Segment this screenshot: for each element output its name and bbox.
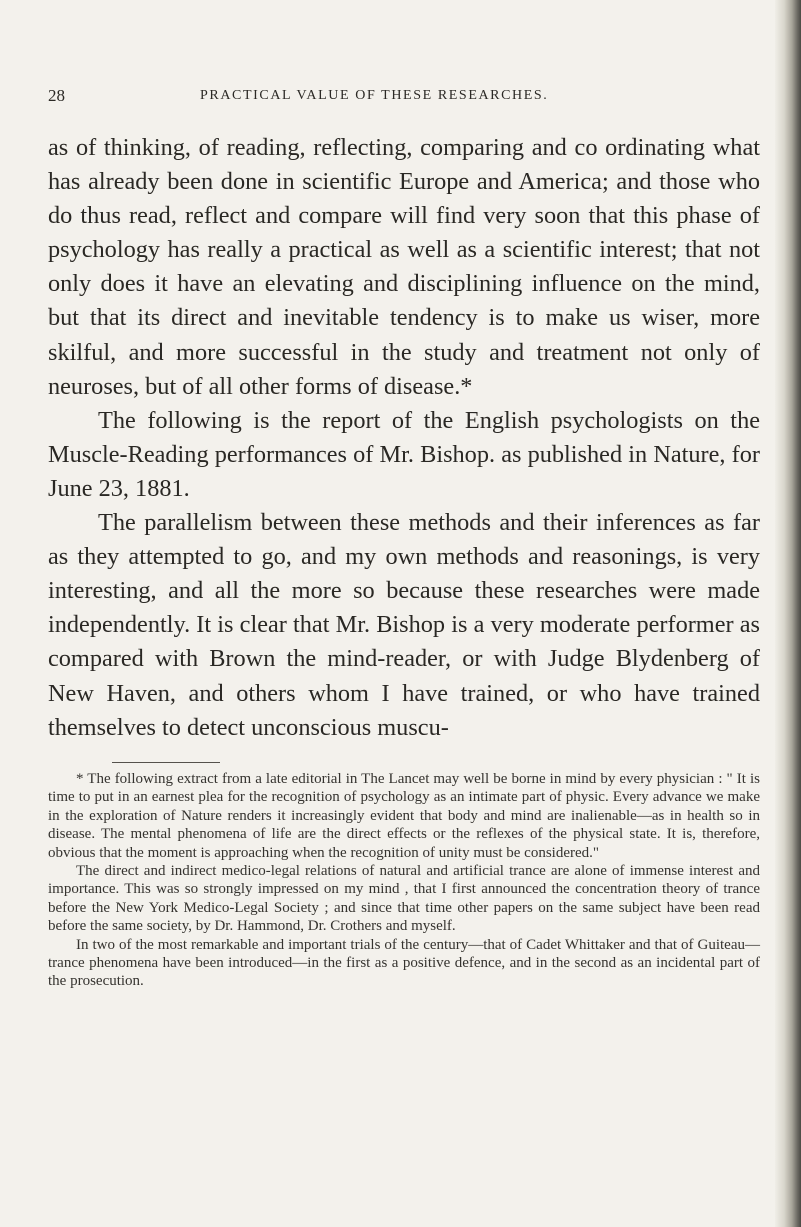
body-paragraph: The parallelism between these methods and their inferences as far as they attempted to go, and my own methods and reasonings, is very interesting, and all the more so because these researches were made independently. It is clear that Mr. Bishop is a very moderate performer as compared with Brown the mind-reader, or with Judge Blydenberg of New Haven, and others whom I have trained, or who have trained themselves to detect unconscious muscu- xyxy=(48,509,760,741)
body-paragraph: The following is the report of the English psychologists on the Muscle-Reading performances of Mr. Bishop. as published in Nature, for June 23, 1881. xyxy=(48,406,760,502)
page-number: 28 xyxy=(48,86,65,105)
footnote-paragraph: In two of the most remarkable and important trials of the century—that of Cadet Whittaker and that of Guiteau—trance phenomena have been introduced—in the first as a positive defence, and in the second as an incidental part of the prosecution. xyxy=(48,936,760,990)
body-text xyxy=(48,131,760,745)
body-paragraph: as of thinking, of reading, reflecting, comparing and co ordinating what has already been done in scientific Europe and America; and those who do thus read, reflect and compare will find very soon that this phase of psychology has really a practical as well as a scientific interest; that not only does it have an elevating and disciplining influence on the mind, but that its direct and inevitable tendency is to make us wiser, more skilful, and more successful in the study and treatment not only of neuroses, but of all other forms of disease.* xyxy=(48,134,760,400)
page-header xyxy=(48,82,758,112)
page-spine-shadow xyxy=(775,0,801,1227)
footnote-divider xyxy=(112,762,220,763)
footnote xyxy=(48,770,760,991)
footnote-paragraph: * The following extract from a late editorial in The Lancet may well be borne in mind by every physician : " It is time to put in an earnest plea for the recognition of psychology as an intimate part of physic. Every advance we make in the exploration of Nature renders it increasingly evident that body and mind are inalienable—as in health so in disease. The mental phenomena of life are the direct effects or the reflexes of the physical state. It is, therefore, obvious that the moment is approaching when the recognition of unity must be considered." xyxy=(48,771,760,861)
running-head: PRACTICAL VALUE OF THESE RESEARCHES. xyxy=(200,88,549,103)
footnote-paragraph: The direct and indirect medico-legal relations of natural and artificial trance are alone of immense interest and importance. This was so strongly impressed on my mind , that I first announced the concentration theory of trance before the New York Medico-Legal Society ; and since that time other papers on the same subject have been read before the same society, by Dr. Hammond, Dr. Crothers and myself. xyxy=(48,863,760,935)
